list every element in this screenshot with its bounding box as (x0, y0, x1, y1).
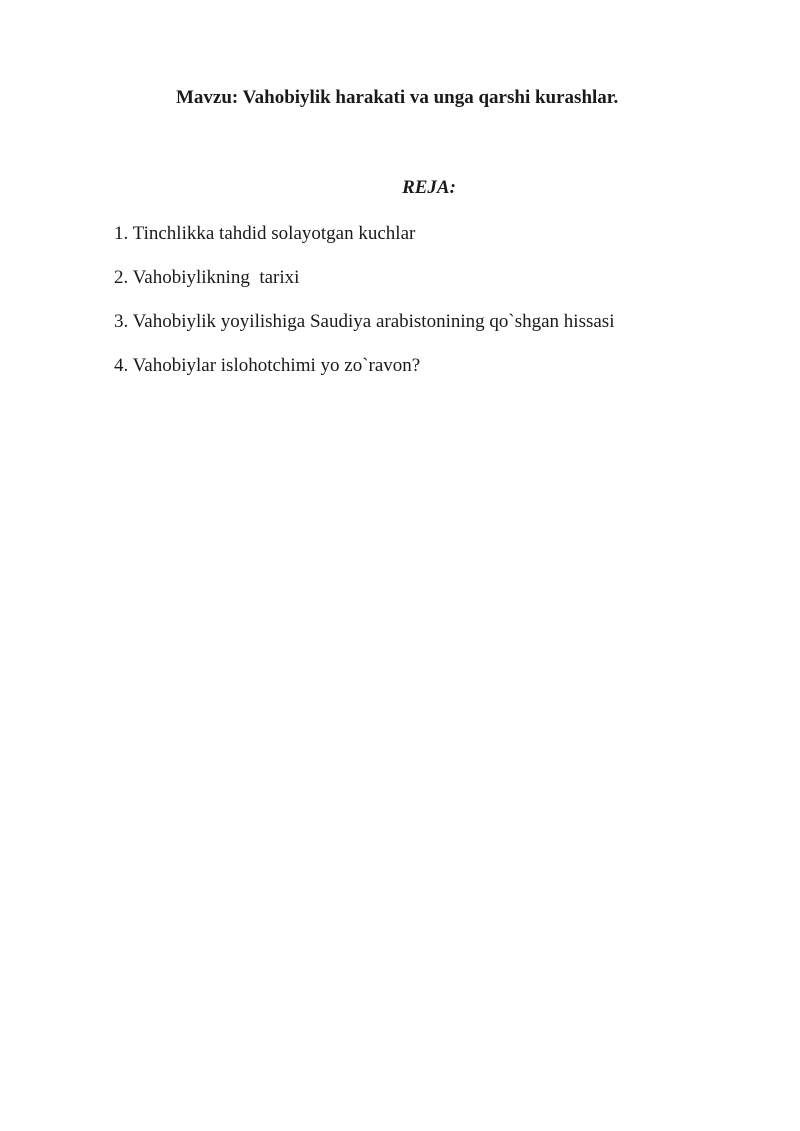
plan-list (114, 222, 614, 398)
document-title: Mavzu: Vahobiylik harakati va unga qarshi kurashlar. (176, 87, 619, 108)
plan-item-1: 1. Tinchlikka tahdid solayotgan kuchlar (114, 223, 416, 244)
plan-heading: REJA: (402, 177, 456, 198)
plan-item-2: 2. Vahobiylikning tarixi (114, 267, 300, 288)
plan-item-3: 3. Vahobiylik yoyilishiga Saudiya arabistonining qo`shgan hissasi (114, 311, 615, 332)
plan-item-4: 4. Vahobiylar islohotchimi yo zo`ravon? (114, 355, 421, 376)
